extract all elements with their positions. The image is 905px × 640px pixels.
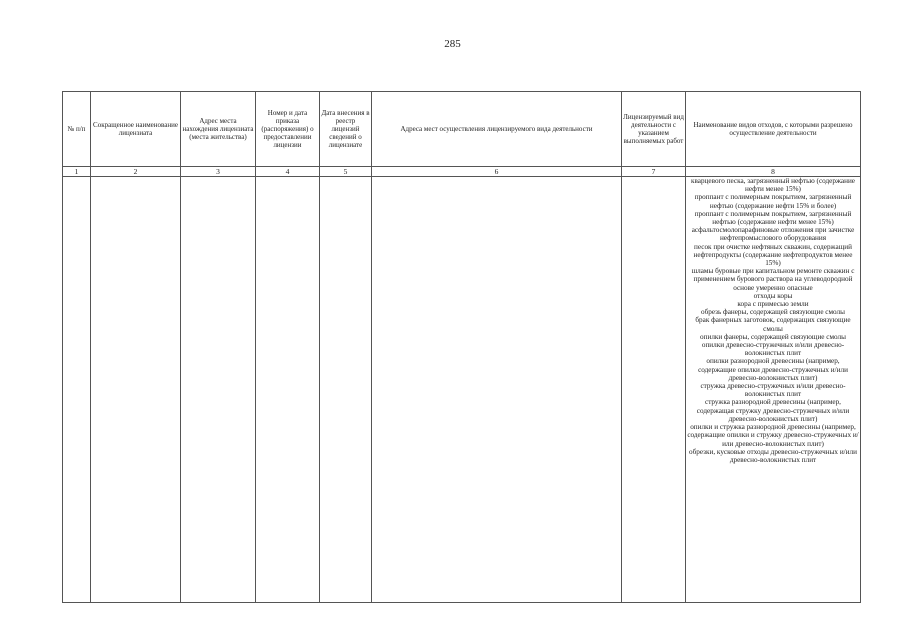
cell-activity-type (622, 177, 686, 603)
waste-list (687, 177, 859, 464)
column-number: 5 (320, 167, 372, 177)
column-number-row (63, 167, 861, 177)
waste-item: стружка древесно-стружечных и/или древесно-волокнистых плит (700, 382, 846, 399)
cell-licensee-address (181, 177, 256, 603)
header-cell-activity-type: Лицензируемый вид деятельности с указанием выполняемых работ (622, 92, 686, 167)
cell-order (256, 177, 320, 603)
waste-item: брак фанерных заготовок, содержащих связующие смолы (695, 316, 851, 333)
column-number: 8 (686, 167, 861, 177)
header-cell-activity-addresses: Адреса мест осуществления лицензируемого вида деятельности (372, 92, 622, 167)
column-number: 4 (256, 167, 320, 177)
cell-waste-types (686, 177, 861, 603)
header-row (63, 92, 861, 167)
data-row (63, 177, 861, 603)
page-number: 285 (444, 38, 461, 50)
cell-licensee-name (91, 177, 181, 603)
waste-item: асфальтосмолопарафиновые отложения при зачистке нефтепромыслового оборудования (691, 226, 855, 243)
waste-item: обрезки, кусковые отходы древесно-стружечных и/или древесно-волокнистых плит (689, 447, 857, 464)
header-cell-waste-types: Наименование видов отходов, с которыми разрешено осуществление деятельности (686, 92, 861, 167)
header-cell-order: Номер и дата приказа (распоряжения) о предоставлении лицензии (256, 92, 320, 167)
license-registry-table (62, 91, 861, 603)
header-cell-number: № п/п (63, 92, 91, 167)
column-number: 1 (63, 167, 91, 177)
cell-number (63, 177, 91, 603)
waste-item: опилки фанеры, содержащей связующие смолы (700, 332, 846, 341)
waste-item: песок при очистке нефтяных скважин, содержащий нефтепродукты (содержание нефтепродуктов менее 15%) (693, 242, 853, 268)
header-cell-registry-date: Дата внесения в реестр лицензий сведений о лицензиате (320, 92, 372, 167)
cell-registry-date (320, 177, 372, 603)
waste-item: проппант с полимерным покрытием, загрязненный нефтью (содержание нефти менее 15%) (694, 209, 852, 227)
waste-item: кора с примесью земли (737, 300, 809, 309)
column-number: 7 (622, 167, 686, 177)
column-number: 2 (91, 167, 181, 177)
waste-item: шламы буровые при капитальном ремонте скважин с применением бурового раствора на углеводородной основе умеренно опасные (691, 267, 855, 292)
waste-item: опилки древесно-стружечных и/или древесно-волокнистых плит (701, 341, 845, 358)
waste-item: отходы коры (753, 291, 793, 300)
header-cell-licensee-name: Сокращенное наименование лицензиата (91, 92, 181, 167)
waste-item: опилки разнородной древесины (например, содержащие опилки древесно-стружечных и/или древесно-волокнистых плит) (698, 357, 848, 382)
waste-item: стружка разнородной древесины (например, содержащая стружку древесно-стружечных и/или древесно-волокнистых плит) (696, 398, 850, 423)
column-number: 3 (181, 167, 256, 177)
header-cell-licensee-address: Адрес места нахождения лицензиата (места жительства) (181, 92, 256, 167)
waste-item: кварцевого песка, загрязненный нефтью (содержание нефти менее 15%) (690, 177, 856, 194)
waste-item: обрезь фанеры, содержащей связующие смолы (701, 308, 845, 317)
waste-item: проппант с полимерным покрытием, загрязненный нефтью (содержание нефти 15% и более) (694, 193, 852, 210)
cell-activity-addresses (372, 177, 622, 603)
column-number: 6 (372, 167, 622, 177)
waste-item: опилки и стружка разнородной древесины (например, содержащие опилки и стружку древесно-стружечных и/или древесно-волокнистых плит) (687, 423, 859, 448)
